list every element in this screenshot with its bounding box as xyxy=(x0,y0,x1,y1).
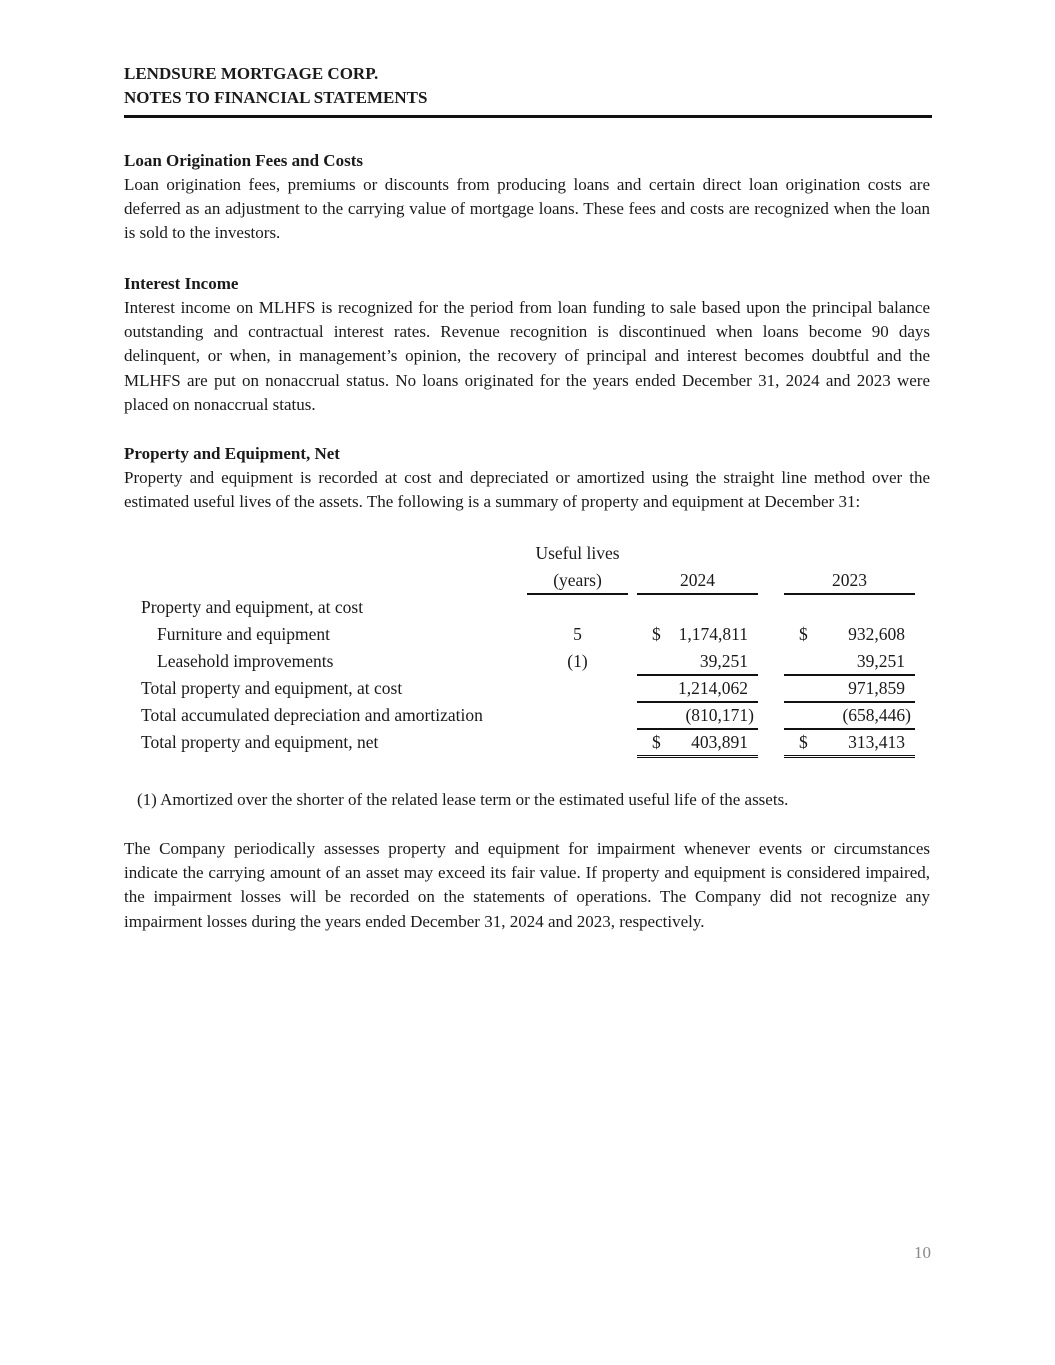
useful-life-value: (1) xyxy=(567,651,588,671)
section-body: Property and equipment is recorded at cost and depreciated or amortized using the straight line method over the estimated useful lives of the assets. The following is a summary of property and equipment at December 31: xyxy=(124,468,930,512)
subtotal-rule xyxy=(637,728,758,730)
row-label: Property and equipment, at cost xyxy=(141,597,364,617)
total-double-rule xyxy=(637,755,758,758)
section-heading: Interest Income xyxy=(124,274,239,293)
table-row xyxy=(124,729,930,756)
subtotal-rule xyxy=(637,701,758,703)
footnote: (1) Amortized over the shorter of the related lease term or the estimated useful life of the assets. xyxy=(137,790,789,809)
value-2024: 1,214,062 xyxy=(678,678,748,698)
header-row-2 xyxy=(124,567,930,594)
useful-life-value: 5 xyxy=(573,624,582,644)
section-property-equipment xyxy=(124,442,930,514)
table-row xyxy=(124,702,930,729)
useful-lives-header: Useful lives xyxy=(535,543,620,563)
section-loan-origination xyxy=(124,149,930,246)
table-row xyxy=(124,648,930,675)
section-interest-income xyxy=(124,272,930,417)
row-label: Total accumulated depreciation and amortization xyxy=(141,705,483,725)
page-number: 10 xyxy=(914,1243,931,1262)
row-label: Total property and equipment, net xyxy=(141,732,379,752)
subtotal-rule xyxy=(637,674,758,676)
value-2023: 313,413 xyxy=(848,732,905,752)
section-body: Loan origination fees, premiums or discounts from producing loans and certain direct loan origination costs are deferred as an adjustment to the carrying value of mortgage loans. These fees and costs are recognized when the loan is sold to the investors. xyxy=(124,175,930,243)
value-2023: 971,859 xyxy=(848,678,905,698)
table-row xyxy=(124,621,930,648)
document-title: NOTES TO FINANCIAL STATEMENTS xyxy=(124,88,428,107)
subtotal-rule xyxy=(784,728,915,730)
section-heading: Property and Equipment, Net xyxy=(124,444,340,463)
dollar-sign: $ xyxy=(652,732,661,752)
row-label: Furniture and equipment xyxy=(157,624,331,644)
value-2023: (658,446) xyxy=(842,705,911,725)
row-label: Total property and equipment, at cost xyxy=(141,678,403,698)
value-2024: 403,891 xyxy=(691,732,748,752)
value-2024: 1,174,811 xyxy=(678,624,748,644)
year-2024-header: 2024 xyxy=(680,570,715,590)
header-rule xyxy=(124,115,932,118)
closing-paragraph xyxy=(124,837,930,934)
header-row-1 xyxy=(124,540,930,567)
total-double-rule xyxy=(784,755,915,758)
table-row xyxy=(124,594,930,621)
subtotal-rule xyxy=(784,701,915,703)
company-name: LENDSURE MORTGAGE CORP. xyxy=(124,64,379,83)
closing-body: The Company periodically assesses property and equipment for impairment whenever events or circumstances indicate the carrying amount of an asset may exceed its fair value. If property and equipment is considered impaired, the impairment losses will be recorded on the statements of operations. The Company did not recognize any impairment losses during the years ended December 31, 2024 and 2023, respectively. xyxy=(124,839,930,931)
dollar-sign: $ xyxy=(799,732,808,752)
value-2023: 932,608 xyxy=(848,624,905,644)
section-heading: Loan Origination Fees and Costs xyxy=(124,151,363,170)
year-2023-header: 2023 xyxy=(832,570,867,590)
dollar-sign: $ xyxy=(799,624,808,644)
value-2024: 39,251 xyxy=(699,651,748,671)
dollar-sign: $ xyxy=(652,624,661,644)
section-body: Interest income on MLHFS is recognized for the period from loan funding to sale based upon the principal balance outstanding and contractual interest rates. Revenue recognition is discontinued when loans become 90 days delinquent, or when, in management’s opinion, the recovery of principal and interest becomes doubtful and the MLHFS are put on nonaccrual status. No loans originated for the years ended December 31, 2024 and 2023 were placed on nonaccrual status. xyxy=(124,298,930,414)
value-2024: (810,171) xyxy=(685,705,754,725)
value-2023: 39,251 xyxy=(856,651,905,671)
row-label: Leasehold improvements xyxy=(157,651,334,671)
subtotal-rule xyxy=(784,674,915,676)
table-row xyxy=(124,675,930,702)
years-header: (years) xyxy=(553,570,602,590)
